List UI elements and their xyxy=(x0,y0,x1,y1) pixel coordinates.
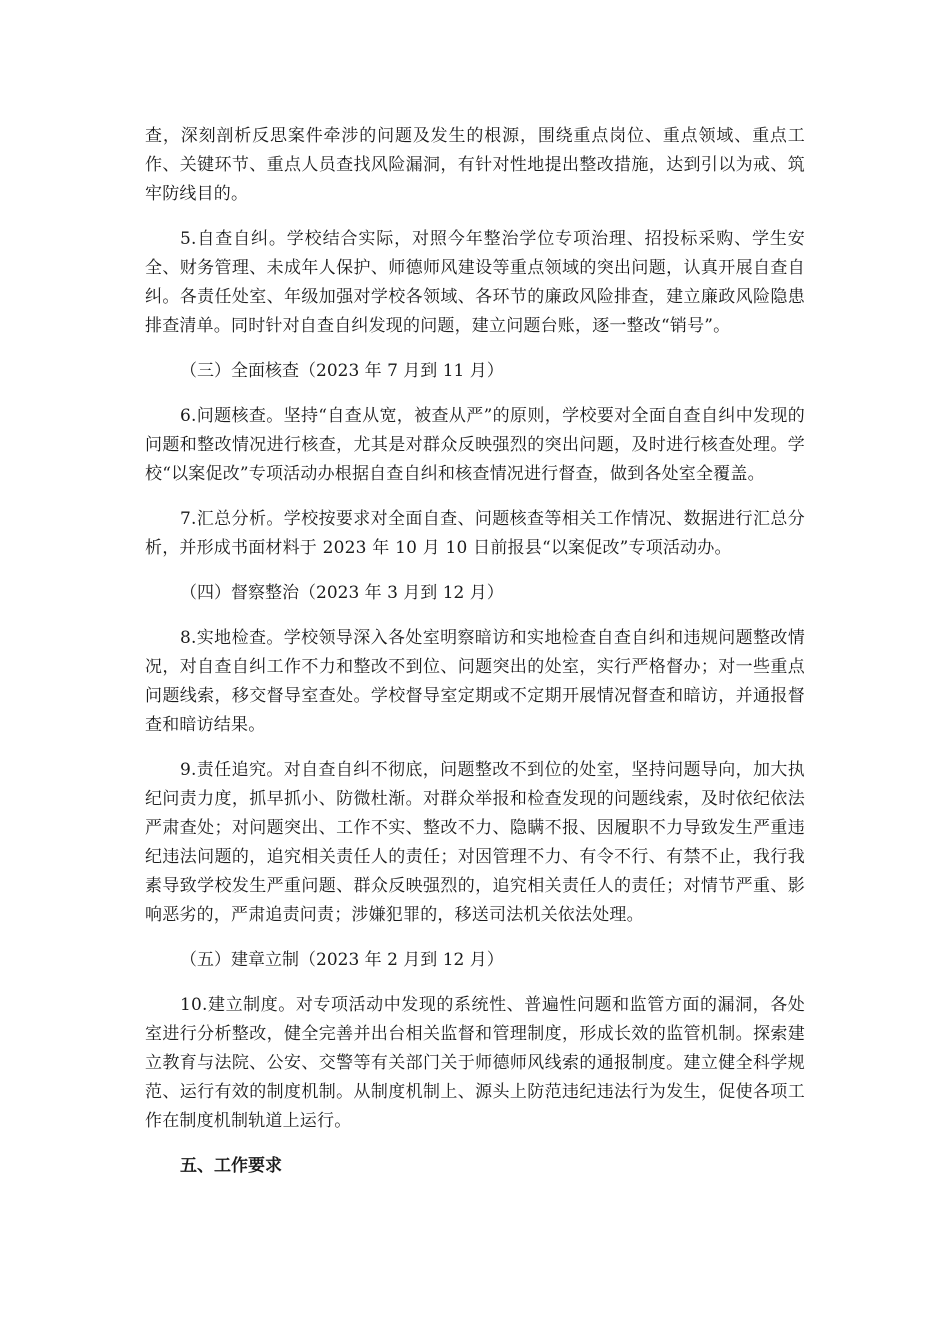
section-heading-work-requirements: 五、工作要求 xyxy=(180,1156,282,1176)
paragraph-continuation: 查，深刻剖析反思案件牵涉的问题及发生的根源，围绕重点岗位、重点领域、重点工作、关键环节、重点人员查找风险漏洞，有针对性地提出整改措施，达到引以为戒、筑牢防线目的。 xyxy=(145,126,805,204)
subheading-establish-rules: （五）建章立制（2023 年 2 月到 12 月） xyxy=(180,950,504,970)
paragraph-accountability: 9.责任追究。对自查自纠不彻底，问题整改不到位的处室，坚持问题导向，加大执纪问责力度，抓早抓小、防微杜渐。对群众举报和检查发现的问题线索，及时依纪依法严肃查处；对问题突出、工作不实、整改不力、隐瞒不报、因履职不力导致发生严重违纪违法问题的，追究相关责任人的责任；对因管理不力、有令不行、有禁不止，我行我素导致学校发生严重问题、群众反映强烈的，追究相关责任人的责任；对情节严重、影响恶劣的，严肃追责问责；涉嫌犯罪的，移送司法机关依法处理。 xyxy=(145,760,805,925)
subheading-supervision-rectification: （四）督察整治（2023 年 3 月到 12 月） xyxy=(180,583,504,603)
subheading-comprehensive-verification: （三）全面核查（2023 年 7 月到 11 月） xyxy=(180,361,504,381)
paragraph-self-check: 5.自查自纠。学校结合实际，对照今年整治学位专项治理、招投标采购、学生安全、财务管理、未成年人保护、师德师风建设等重点领域的突出问题，认真开展自查自纠。各责任处室、年级加强对学校各领域、各环节的廉政风险排查，建立廉政风险隐患排查清单。同时针对自查自纠发现的问题，建立问题台账，逐一整改“销号”。 xyxy=(145,229,805,336)
paragraph-summary-analysis: 7.汇总分析。学校按要求对全面自查、问题核查等相关工作情况、数据进行汇总分析，并形成书面材料于 2023 年 10 月 10 日前报县“以案促改”专项活动办。 xyxy=(145,509,805,558)
document-page xyxy=(145,122,805,1181)
paragraph-on-site-inspection: 8.实地检查。学校领导深入各处室明察暗访和实地检查自查自纠和违规问题整改情况，对自查自纠工作不力和整改不到位、问题突出的处室，实行严格督办；对一些重点问题线索，移交督导室查处。学校督导室定期或不定期开展情况督查和暗访，并通报督查和暗访结果。 xyxy=(145,628,805,735)
paragraph-problem-verification: 6.问题核查。坚持“自查从宽，被查从严”的原则，学校要对全面自查自纠中发现的问题和整改情况进行核查，尤其是对群众反映强烈的突出问题，及时进行核查处理。学校“以案促改”专项活动办根据自查自纠和核查情况进行督查，做到各处室全覆盖。 xyxy=(145,406,805,484)
paragraph-establish-system: 10.建立制度。对专项活动中发现的系统性、普遍性问题和监管方面的漏洞，各处室进行分析整改，健全完善并出台相关监督和管理制度，形成长效的监管机制。探索建立教育与法院、公安、交警等有关部门关于师德师风线索的通报制度。建立健全科学规范、运行有效的制度机制。从制度机制上、源头上防范违纪违法行为发生，促使各项工作在制度机制轨道上运行。 xyxy=(145,995,805,1131)
